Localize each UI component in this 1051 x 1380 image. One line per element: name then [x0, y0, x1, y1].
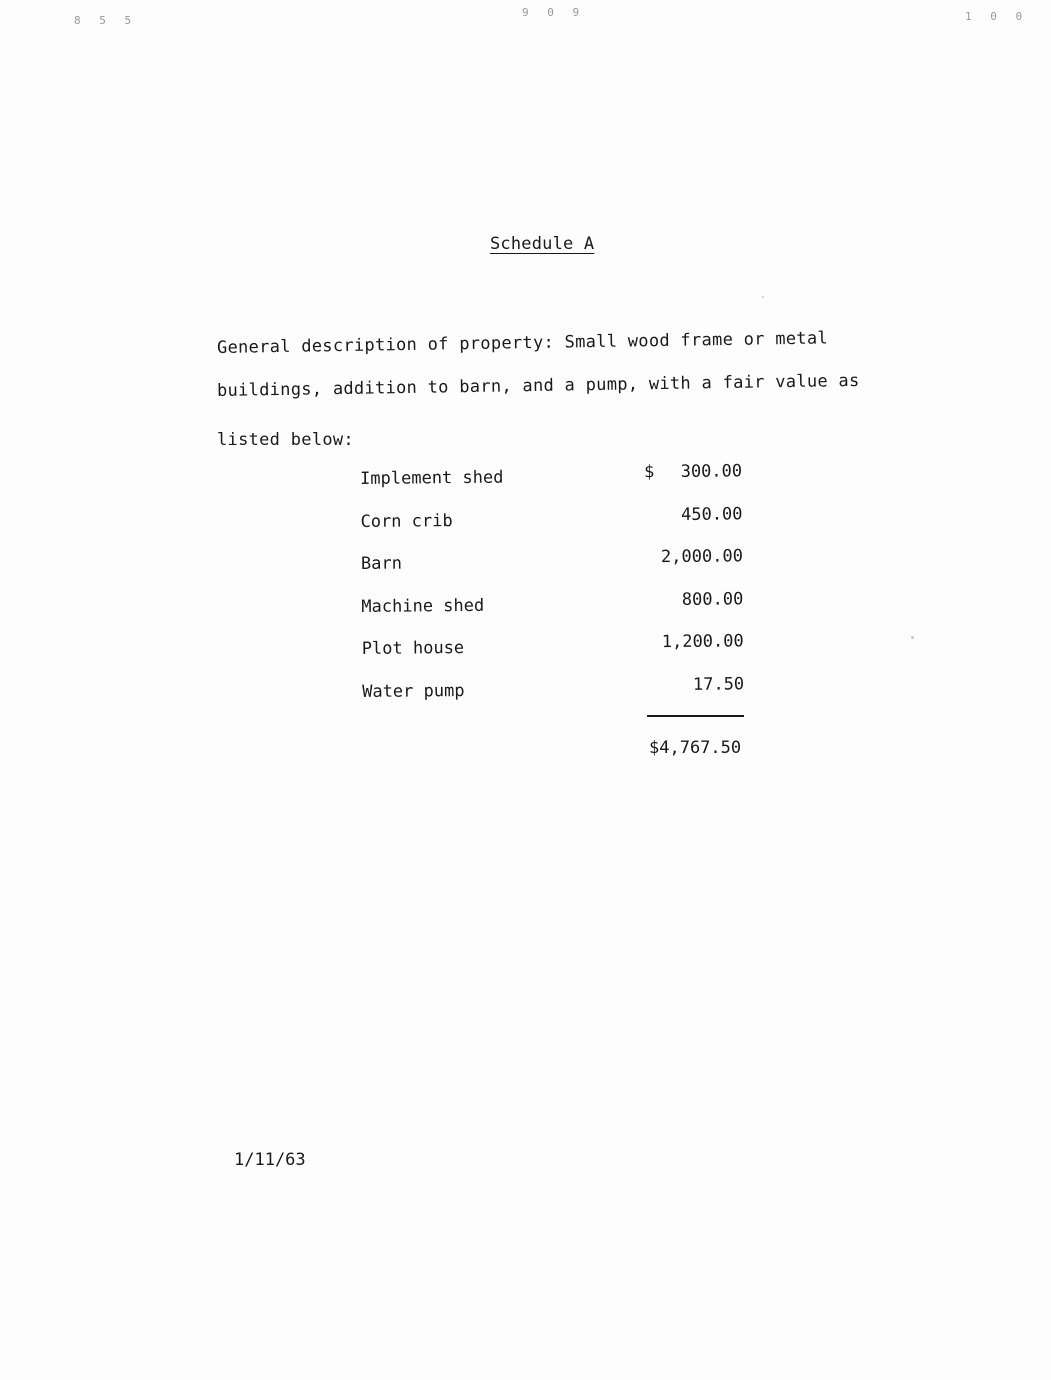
- property-name: Machine shed: [361, 595, 485, 617]
- property-row: [362, 632, 752, 678]
- paper-speck: [911, 636, 914, 639]
- description-line-1: General description of property: Small wood frame or metal: [216, 328, 829, 358]
- page-stamp-center: 9 0 9: [522, 6, 586, 19]
- property-value: 300.00: [680, 461, 743, 482]
- description-line-3: listed below:: [217, 430, 354, 450]
- property-value: 450.00: [680, 503, 743, 525]
- page-stamp-left: 8 5 5: [74, 14, 138, 27]
- property-name: Corn crib: [360, 510, 453, 532]
- document-title: Schedule A: [490, 234, 595, 254]
- property-row: [360, 461, 750, 507]
- paper-speck: [762, 296, 764, 298]
- property-value: 2,000.00: [660, 546, 743, 568]
- description-line-2: buildings, addition to barn, and a pump, with a fair value as: [216, 370, 860, 401]
- property-name: Plot house: [361, 638, 465, 660]
- property-value: 800.00: [681, 589, 744, 610]
- property-row: [361, 546, 751, 592]
- property-name: Water pump: [362, 680, 465, 702]
- property-list: [360, 461, 752, 720]
- property-name: Barn: [360, 553, 402, 575]
- document-date: 1/11/63: [234, 1150, 306, 1170]
- property-value: 17.50: [692, 674, 745, 695]
- total-value: $4,767.50: [649, 738, 742, 758]
- total-rule: [647, 715, 744, 717]
- property-row: [361, 589, 751, 635]
- currency-sign: $: [643, 462, 655, 483]
- property-row: [360, 504, 750, 550]
- page-stamp-right: 1 0 0: [965, 10, 1029, 23]
- property-row: [362, 674, 752, 720]
- property-value: 1,200.00: [661, 631, 744, 653]
- property-name: Implement shed: [360, 467, 504, 489]
